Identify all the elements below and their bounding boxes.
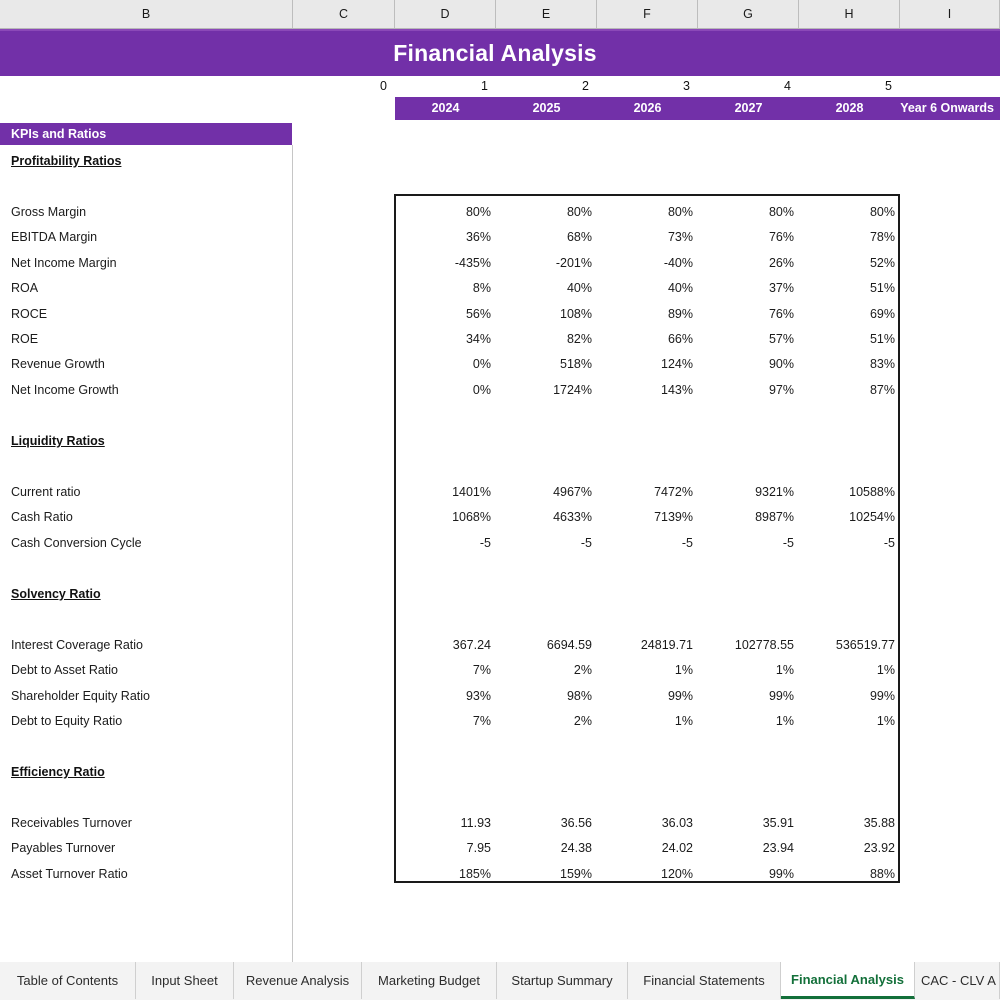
row-label-roe: ROE <box>11 332 39 346</box>
cell-receivables-turnover-2028[interactable]: 35.88 <box>863 816 895 830</box>
period-index-0: 0 <box>380 79 387 93</box>
cell-net-income-growth-2027[interactable]: 97% <box>768 382 794 397</box>
cell-ebitda-margin-2026[interactable]: 73% <box>667 230 693 245</box>
cell-ebitda-margin-2024[interactable]: 36% <box>465 230 491 245</box>
sheet-tab-startup-summary[interactable]: Startup Summary <box>497 962 628 999</box>
cell-receivables-turnover-2026[interactable]: 36.03 <box>661 816 693 830</box>
year-header-2027: 2027 <box>734 101 763 115</box>
cell-cash-ratio-2026[interactable]: 7139% <box>654 510 693 525</box>
cell-interest-coverage-ratio-2024[interactable]: 367.24 <box>452 638 491 652</box>
kpis-and-ratios-label: KPIs and Ratios <box>11 127 107 141</box>
cell-cash-conversion-cycle-2025[interactable]: -5 <box>580 535 592 550</box>
cell-cash-conversion-cycle-2027[interactable]: -5 <box>782 535 794 550</box>
cell-net-income-growth-2028[interactable]: 87% <box>869 382 895 397</box>
cell-debt-to-asset-ratio-2027[interactable]: 1% <box>775 663 794 678</box>
cell-debt-to-asset-ratio-2026[interactable]: 1% <box>674 663 693 678</box>
cell-cash-ratio-2028[interactable]: 10254% <box>849 510 895 525</box>
cell-current-ratio-2027[interactable]: 9321% <box>755 485 794 499</box>
cell-gross-margin-2025[interactable]: 80% <box>566 205 592 219</box>
cell-roa-2028[interactable]: 51% <box>869 281 895 296</box>
period-index-5: 5 <box>885 79 892 93</box>
row-label-debt-to-asset-ratio: Debt to Asset Ratio <box>11 663 119 678</box>
section-heading-profitability: Profitability Ratios <box>11 154 122 168</box>
cell-interest-coverage-ratio-2027[interactable]: 102778.55 <box>734 638 794 652</box>
row-label-cash-ratio: Cash Ratio <box>11 510 73 525</box>
cell-roe-2028[interactable]: 51% <box>869 332 895 346</box>
cell-net-income-margin-2027[interactable]: 26% <box>768 255 794 270</box>
column-header-h[interactable]: H <box>799 0 900 28</box>
cell-cash-conversion-cycle-2028[interactable]: -5 <box>883 535 895 550</box>
cell-ebitda-margin-2027[interactable]: 76% <box>768 230 794 245</box>
cell-current-ratio-2028[interactable]: 10588% <box>849 485 895 499</box>
cell-shareholder-equity-ratio-2026[interactable]: 99% <box>667 688 693 703</box>
row-label-net-income-margin: Net Income Margin <box>11 255 117 270</box>
cell-net-income-growth-2026[interactable]: 143% <box>661 382 693 397</box>
cell-receivables-turnover-2025[interactable]: 36.56 <box>560 816 592 830</box>
cell-receivables-turnover-2027[interactable]: 35.91 <box>762 816 794 830</box>
cell-roce-2025[interactable]: 108% <box>560 306 592 321</box>
section-heading-efficiency: Efficiency Ratio <box>11 765 105 779</box>
cell-net-income-growth-2024[interactable]: 0% <box>472 382 491 397</box>
cell-net-income-margin-2026[interactable]: -40% <box>663 255 693 270</box>
cell-current-ratio-2024[interactable]: 1401% <box>452 485 491 499</box>
cell-net-income-margin-2028[interactable]: 52% <box>869 255 895 270</box>
cell-debt-to-asset-ratio-2028[interactable]: 1% <box>876 663 895 678</box>
cell-gross-margin-2028[interactable]: 80% <box>869 205 895 219</box>
cell-ebitda-margin-2028[interactable]: 78% <box>869 230 895 245</box>
cell-net-income-margin-2025[interactable]: -201% <box>555 255 592 270</box>
cell-net-income-margin-2024[interactable]: -435% <box>454 255 491 270</box>
sheet-tab-financial-analysis[interactable]: Financial Analysis <box>781 962 915 999</box>
cell-revenue-growth-2026[interactable]: 124% <box>661 357 693 372</box>
cell-revenue-growth-2024[interactable]: 0% <box>472 357 491 372</box>
cell-debt-to-equity-ratio-2026[interactable]: 1% <box>674 714 693 729</box>
year-header-2025: 2025 <box>532 101 561 115</box>
cell-roe-2024[interactable]: 34% <box>465 332 491 346</box>
year-header-2028: 2028 <box>835 101 864 115</box>
cell-roce-2024[interactable]: 56% <box>465 306 491 321</box>
section-heading-liquidity: Liquidity Ratios <box>11 434 105 448</box>
cell-cash-ratio-2027[interactable]: 8987% <box>755 510 794 525</box>
period-index-1: 1 <box>481 79 488 93</box>
year-header-2026: 2026 <box>633 101 662 115</box>
column-header-e[interactable]: E <box>496 0 597 28</box>
cell-asset-turnover-ratio-2025[interactable]: 159% <box>560 866 592 881</box>
row-label-debt-to-equity-ratio: Debt to Equity Ratio <box>11 714 123 729</box>
row-label-asset-turnover-ratio: Asset Turnover Ratio <box>11 866 128 881</box>
sheet-tab-table-of-contents[interactable]: Table of Contents <box>0 962 136 999</box>
cell-debt-to-asset-ratio-2025[interactable]: 2% <box>573 663 592 678</box>
cell-debt-to-equity-ratio-2025[interactable]: 2% <box>573 714 592 729</box>
cell-net-income-growth-2025[interactable]: 1724% <box>553 382 592 397</box>
kpis-and-ratios-bar <box>0 123 292 145</box>
row-label-cash-conversion-cycle: Cash Conversion Cycle <box>11 535 142 550</box>
column-header-d[interactable]: D <box>395 0 496 28</box>
cell-cash-ratio-2025[interactable]: 4633% <box>553 510 592 525</box>
cell-roe-2026[interactable]: 66% <box>667 332 693 346</box>
cell-roce-2026[interactable]: 89% <box>667 306 693 321</box>
cell-shareholder-equity-ratio-2025[interactable]: 98% <box>566 688 592 703</box>
cell-revenue-growth-2027[interactable]: 90% <box>768 357 794 372</box>
cell-cash-conversion-cycle-2024[interactable]: -5 <box>479 535 491 550</box>
row-label-revenue-growth: Revenue Growth <box>11 357 105 372</box>
cell-shareholder-equity-ratio-2028[interactable]: 99% <box>869 688 895 703</box>
cell-receivables-turnover-2024[interactable]: 11.93 <box>460 816 491 830</box>
row-label-roce: ROCE <box>11 306 48 321</box>
sheet-tab-marketing-budget[interactable]: Marketing Budget <box>362 962 497 999</box>
page-title: Financial Analysis <box>393 40 597 66</box>
cell-revenue-growth-2025[interactable]: 518% <box>560 357 592 372</box>
period-index-2: 2 <box>582 79 589 93</box>
row-label-current-ratio: Current ratio <box>11 485 81 499</box>
cell-asset-turnover-ratio-2024[interactable]: 185% <box>459 866 491 881</box>
row-label-receivables-turnover: Receivables Turnover <box>11 816 132 830</box>
cell-interest-coverage-ratio-2025[interactable]: 6694.59 <box>546 638 592 652</box>
row-label-ebitda-margin: EBITDA Margin <box>11 230 98 245</box>
section-heading-solvency: Solvency Ratio <box>11 587 101 601</box>
cell-gross-margin-2026[interactable]: 80% <box>667 205 693 219</box>
row-label-roa: ROA <box>11 281 39 296</box>
cell-roa-2027[interactable]: 37% <box>768 281 794 296</box>
cell-debt-to-asset-ratio-2024[interactable]: 7% <box>472 663 491 678</box>
sheet-tab-financial-statements[interactable]: Financial Statements <box>628 962 781 999</box>
cell-shareholder-equity-ratio-2024[interactable]: 93% <box>465 688 491 703</box>
cell-interest-coverage-ratio-2028[interactable]: 536519.77 <box>835 638 895 652</box>
cell-gross-margin-2024[interactable]: 80% <box>465 205 491 219</box>
cell-payables-turnover-2028[interactable]: 23.92 <box>863 841 895 856</box>
period-index-4: 4 <box>784 79 791 93</box>
cell-debt-to-equity-ratio-2024[interactable]: 7% <box>472 714 491 729</box>
column-header-g[interactable]: G <box>698 0 799 28</box>
cell-roce-2027[interactable]: 76% <box>768 306 794 321</box>
cell-cash-ratio-2024[interactable]: 1068% <box>452 510 491 525</box>
cell-interest-coverage-ratio-2026[interactable]: 24819.71 <box>640 638 693 652</box>
period-index-3: 3 <box>683 79 690 93</box>
column-header-i[interactable]: I <box>900 0 1000 28</box>
cell-roce-2028[interactable]: 69% <box>869 306 895 321</box>
row-label-shareholder-equity-ratio: Shareholder Equity Ratio <box>11 688 150 703</box>
cell-asset-turnover-ratio-2028[interactable]: 88% <box>869 866 895 881</box>
year-header-year-6-onwards: Year 6 Onwards <box>900 101 994 115</box>
cell-ebitda-margin-2025[interactable]: 68% <box>566 230 592 245</box>
cell-revenue-growth-2028[interactable]: 83% <box>869 357 895 372</box>
cell-asset-turnover-ratio-2027[interactable]: 99% <box>768 866 794 881</box>
cell-payables-turnover-2026[interactable]: 24.02 <box>661 841 693 856</box>
cell-roe-2025[interactable]: 82% <box>566 332 592 346</box>
column-header-f[interactable]: F <box>597 0 698 28</box>
cell-roa-2025[interactable]: 40% <box>566 281 592 296</box>
cell-current-ratio-2026[interactable]: 7472% <box>654 485 693 499</box>
sheet-tab-cac-clv-a[interactable]: CAC - CLV A <box>915 962 1000 999</box>
column-header-c[interactable]: C <box>293 0 395 28</box>
cell-current-ratio-2025[interactable]: 4967% <box>553 485 592 499</box>
cell-roa-2026[interactable]: 40% <box>667 281 693 296</box>
sheet-tab-revenue-analysis[interactable]: Revenue Analysis <box>234 962 362 999</box>
cell-roa-2024[interactable]: 8% <box>472 281 491 296</box>
cell-payables-turnover-2025[interactable]: 24.38 <box>560 841 592 856</box>
column-divider <box>292 145 293 962</box>
column-header-b[interactable]: B <box>0 0 293 28</box>
cell-shareholder-equity-ratio-2027[interactable]: 99% <box>768 688 794 703</box>
row-label-interest-coverage-ratio: Interest Coverage Ratio <box>11 638 144 652</box>
cell-payables-turnover-2027[interactable]: 23.94 <box>762 841 794 856</box>
row-label-payables-turnover: Payables Turnover <box>11 841 116 856</box>
cell-gross-margin-2027[interactable]: 80% <box>768 205 794 219</box>
cell-debt-to-equity-ratio-2028[interactable]: 1% <box>876 714 895 729</box>
row-label-net-income-growth: Net Income Growth <box>11 382 119 397</box>
year-header-2024: 2024 <box>431 101 460 115</box>
cell-debt-to-equity-ratio-2027[interactable]: 1% <box>775 714 794 729</box>
cell-roe-2027[interactable]: 57% <box>768 332 794 346</box>
cell-cash-conversion-cycle-2026[interactable]: -5 <box>681 535 693 550</box>
cell-payables-turnover-2024[interactable]: 7.95 <box>466 841 491 856</box>
sheet-tab-input-sheet[interactable]: Input Sheet <box>136 962 234 999</box>
row-label-gross-margin: Gross Margin <box>11 205 87 219</box>
cell-asset-turnover-ratio-2026[interactable]: 120% <box>661 866 693 881</box>
